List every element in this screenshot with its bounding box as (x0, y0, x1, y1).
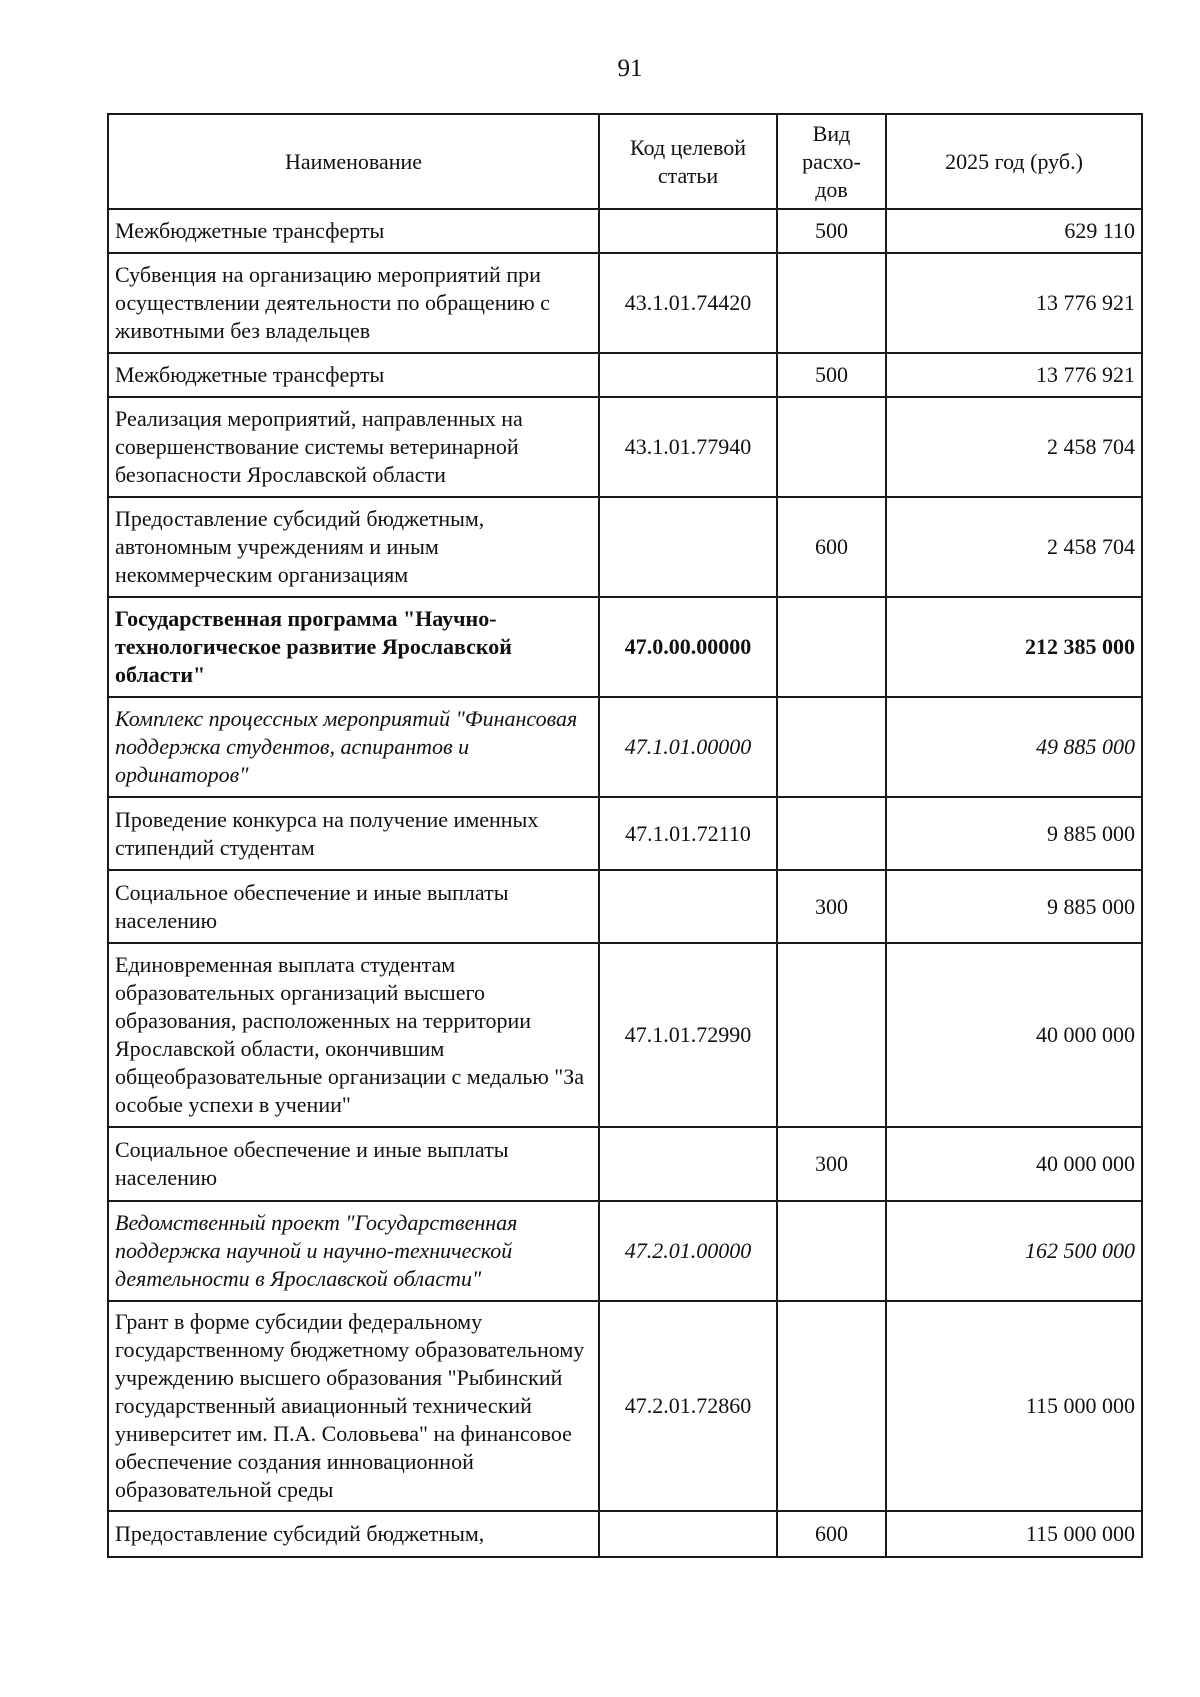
table-row (108, 597, 1142, 697)
row-amount: 9 885 000 (886, 797, 1142, 870)
table-row (108, 1201, 1142, 1301)
row-code: 47.1.01.72110 (599, 797, 777, 870)
budget-table (107, 113, 1143, 1558)
row-name: Грант в форме субсидии федеральному государственному бюджетному образовательному учреждению высшего образования "Рыбинский государственный авиационный технический университет им. П.А. Соловьева" на финансовое обеспечение создания инновационной образовательной среды (108, 1301, 599, 1511)
table-row (108, 1301, 1142, 1511)
row-amount: 629 110 (886, 209, 1142, 253)
header-amount: 2025 год (руб.) (886, 114, 1142, 209)
row-amount: 2 458 704 (886, 497, 1142, 597)
row-type: 500 (777, 209, 886, 253)
row-name: Субвенция на организацию мероприятий при осуществлении деятельности по обращению с животными без владельцев (108, 253, 599, 353)
row-type (777, 797, 886, 870)
row-amount: 115 000 000 (886, 1301, 1142, 1511)
row-code (599, 209, 777, 253)
row-type (777, 253, 886, 353)
row-type: 500 (777, 353, 886, 397)
row-amount: 49 885 000 (886, 697, 1142, 797)
row-code (599, 353, 777, 397)
row-amount: 9 885 000 (886, 870, 1142, 943)
table-row (108, 353, 1142, 397)
table-row (108, 253, 1142, 353)
row-amount: 40 000 000 (886, 943, 1142, 1127)
row-type (777, 1301, 886, 1511)
row-name: Социальное обеспечение и иные выплаты населению (108, 870, 599, 943)
row-type: 300 (777, 870, 886, 943)
row-code (599, 497, 777, 597)
row-amount: 212 385 000 (886, 597, 1142, 697)
row-name: Государственная программа "Научно-технологическое развитие Ярославской области" (108, 597, 599, 697)
header-code: Код целевой статьи (599, 114, 777, 209)
header-name: Наименование (108, 114, 599, 209)
row-name: Ведомственный проект "Государственная поддержка научной и научно-технической деятельности в Ярославской области" (108, 1201, 599, 1301)
table-row (108, 697, 1142, 797)
row-type: 300 (777, 1127, 886, 1201)
table-header-row (108, 114, 1142, 209)
row-name: Проведение конкурса на получение именных стипендий студентам (108, 797, 599, 870)
row-code: 43.1.01.74420 (599, 253, 777, 353)
row-code: 47.2.01.72860 (599, 1301, 777, 1511)
row-type (777, 1201, 886, 1301)
row-code: 43.1.01.77940 (599, 397, 777, 497)
row-code: 47.1.01.00000 (599, 697, 777, 797)
row-name: Предоставление субсидий бюджетным, (108, 1511, 599, 1557)
row-type (777, 597, 886, 697)
row-name: Межбюджетные трансферты (108, 209, 599, 253)
table-row (108, 397, 1142, 497)
row-name: Комплекс процессных мероприятий "Финансовая поддержка студентов, аспирантов и ординаторов" (108, 697, 599, 797)
row-code: 47.2.01.00000 (599, 1201, 777, 1301)
row-name: Единовременная выплата студентам образовательных организаций высшего образования, расположенных на территории Ярославской области, окончившим общеобразовательные организации с медалью "За особые успехи в учении" (108, 943, 599, 1127)
row-amount: 40 000 000 (886, 1127, 1142, 1201)
row-code (599, 1511, 777, 1557)
row-amount: 162 500 000 (886, 1201, 1142, 1301)
table-row (108, 209, 1142, 253)
row-code (599, 1127, 777, 1201)
row-code: 47.0.00.00000 (599, 597, 777, 697)
row-type (777, 697, 886, 797)
row-code (599, 870, 777, 943)
page-number: 91 (617, 55, 643, 82)
row-name: Реализация мероприятий, направленных на совершенствование системы ветеринарной безопасности Ярославской области (108, 397, 599, 497)
row-name: Межбюджетные трансферты (108, 353, 599, 397)
row-name: Социальное обеспечение и иные выплаты населению (108, 1127, 599, 1201)
row-type: 600 (777, 497, 886, 597)
table-row (108, 497, 1142, 597)
row-type (777, 943, 886, 1127)
table-row (108, 797, 1142, 870)
table-row (108, 1511, 1142, 1557)
row-type (777, 397, 886, 497)
row-code: 47.1.01.72990 (599, 943, 777, 1127)
table-row (108, 870, 1142, 943)
row-amount: 13 776 921 (886, 253, 1142, 353)
header-type: Вид расхо- дов (777, 114, 886, 209)
row-type: 600 (777, 1511, 886, 1557)
row-amount: 2 458 704 (886, 397, 1142, 497)
table-row (108, 943, 1142, 1127)
table-row (108, 1127, 1142, 1201)
row-name: Предоставление субсидий бюджетным, автономным учреждениям и иным некоммерческим организациям (108, 497, 599, 597)
row-amount: 13 776 921 (886, 353, 1142, 397)
row-amount: 115 000 000 (886, 1511, 1142, 1557)
